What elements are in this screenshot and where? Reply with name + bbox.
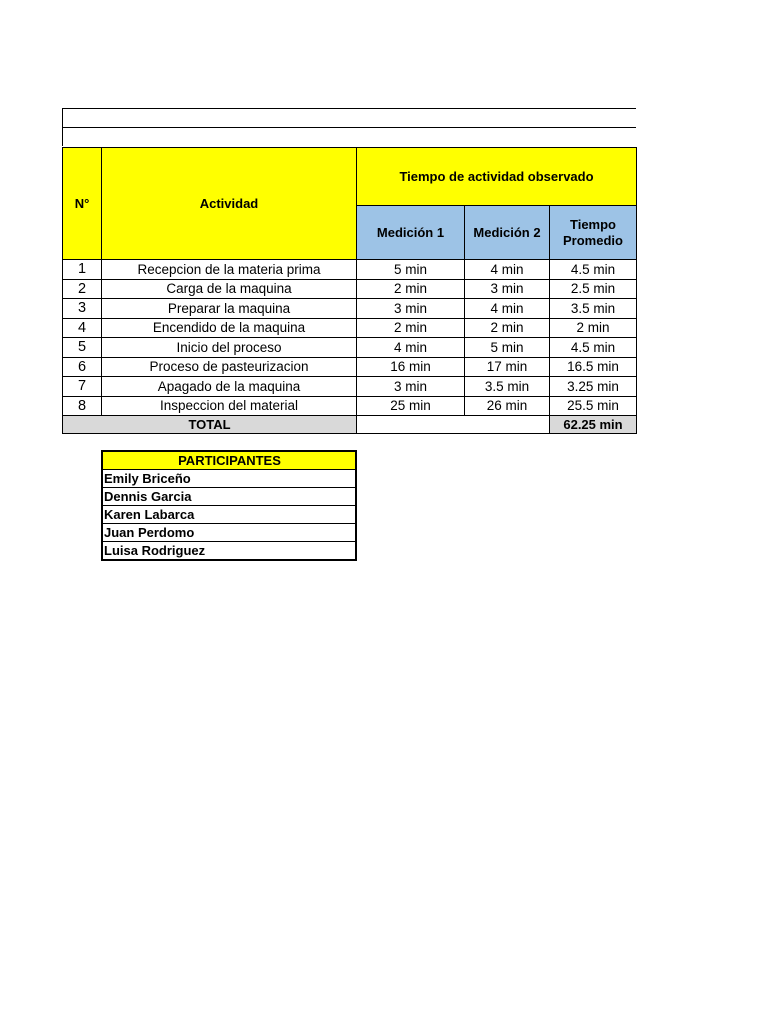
row-number: 4: [63, 318, 102, 338]
participant-name: Dennis Garcia: [102, 488, 356, 506]
participants-table: [101, 450, 357, 561]
participants-title: PARTICIPANTES: [102, 451, 356, 470]
row-number: 5: [63, 338, 102, 358]
row-measurement-1: 2 min: [357, 279, 465, 299]
participant-name: Luisa Rodriguez: [102, 542, 356, 561]
row-activity: Carga de la maquina: [102, 279, 357, 299]
header-measurement-2: Medición 2: [465, 206, 550, 260]
row-measurement-2: 5 min: [465, 338, 550, 358]
row-number: 6: [63, 357, 102, 377]
row-measurement-1: 16 min: [357, 357, 465, 377]
row-number: 7: [63, 377, 102, 397]
row-measurement-1: 2 min: [357, 318, 465, 338]
table-row: [63, 338, 637, 358]
table-row: [63, 377, 637, 397]
table-row: [63, 299, 637, 319]
row-average: 25.5 min: [550, 396, 637, 416]
row-number: 1: [63, 260, 102, 280]
activity-time-table: [62, 147, 637, 434]
row-measurement-2: 4 min: [465, 260, 550, 280]
table-row: [63, 357, 637, 377]
row-measurement-2: 17 min: [465, 357, 550, 377]
row-measurement-1: 3 min: [357, 377, 465, 397]
header-average-time: Tiempo Promedio: [550, 206, 637, 260]
row-activity: Preparar la maquina: [102, 299, 357, 319]
table-row: [63, 396, 637, 416]
row-average: 2.5 min: [550, 279, 637, 299]
row-average: 3.5 min: [550, 299, 637, 319]
table-row: [63, 318, 637, 338]
header-observed-time: Tiempo de actividad observado: [357, 148, 637, 206]
total-label: TOTAL: [63, 416, 357, 434]
row-average: 2 min: [550, 318, 637, 338]
participant-name: Emily Briceño: [102, 470, 356, 488]
row-activity: Inicio del proceso: [102, 338, 357, 358]
row-measurement-2: 2 min: [465, 318, 550, 338]
row-average: 4.5 min: [550, 260, 637, 280]
row-activity: Encendido de la maquina: [102, 318, 357, 338]
participant-name: Karen Labarca: [102, 506, 356, 524]
row-measurement-2: 4 min: [465, 299, 550, 319]
row-number: 3: [63, 299, 102, 319]
row-measurement-2: 26 min: [465, 396, 550, 416]
row-average: 16.5 min: [550, 357, 637, 377]
row-average: 4.5 min: [550, 338, 637, 358]
row-measurement-1: 5 min: [357, 260, 465, 280]
header-measurement-1: Medición 1: [357, 206, 465, 260]
empty-title-area: [62, 108, 636, 146]
row-measurement-2: 3 min: [465, 279, 550, 299]
row-number: 2: [63, 279, 102, 299]
total-empty-cell: [357, 416, 550, 434]
row-activity: Inspeccion del material: [102, 396, 357, 416]
row-average: 3.25 min: [550, 377, 637, 397]
table-row: [63, 279, 637, 299]
table-row: [63, 260, 637, 280]
participant-name: Juan Perdomo: [102, 524, 356, 542]
row-measurement-1: 25 min: [357, 396, 465, 416]
row-measurement-2: 3.5 min: [465, 377, 550, 397]
header-number: N°: [63, 148, 102, 260]
row-activity: Proceso de pasteurizacion: [102, 357, 357, 377]
total-value: 62.25 min: [550, 416, 637, 434]
row-activity: Recepcion de la materia prima: [102, 260, 357, 280]
row-measurement-1: 4 min: [357, 338, 465, 358]
header-activity: Actividad: [102, 148, 357, 260]
row-number: 8: [63, 396, 102, 416]
row-measurement-1: 3 min: [357, 299, 465, 319]
row-activity: Apagado de la maquina: [102, 377, 357, 397]
